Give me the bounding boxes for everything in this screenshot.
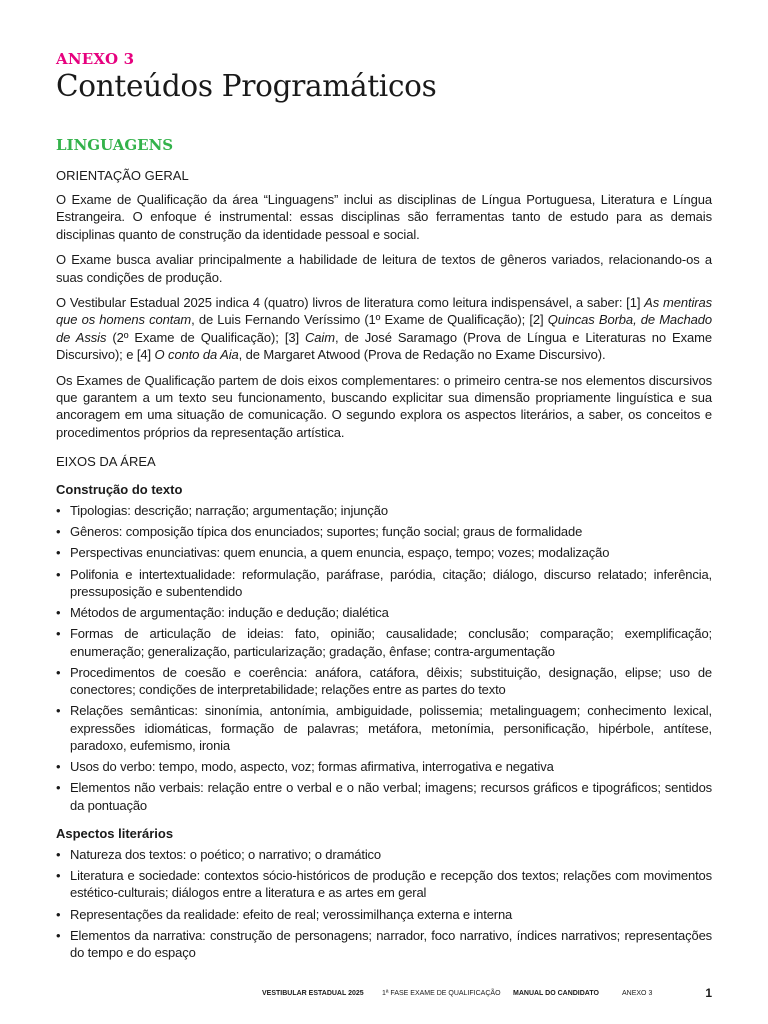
bullet-icon: • bbox=[56, 545, 61, 561]
book-title: As mentiras que os homens contam bbox=[56, 295, 713, 328]
page-number: 1 bbox=[705, 986, 712, 1000]
text-run: (2º Exame de Qualificação); [3] bbox=[106, 329, 305, 345]
list-item bbox=[56, 544, 712, 561]
list-item bbox=[56, 664, 712, 699]
list-item-text: Representações da realidade: efeito de real; verossimilhança externa e interna bbox=[70, 906, 513, 922]
list-item bbox=[56, 927, 712, 962]
paragraph: O Exame de Qualificação da área “Linguagens” inclui as disciplinas de Língua Portuguesa, Literatura e Língua Estrangeira. O enfoque é instrumental: essas disciplinas são ferramentas tanto de estudo para as demais disciplinas quanto de construção da identidade pessoal e social. bbox=[56, 192, 712, 242]
bullet-icon: • bbox=[56, 868, 61, 884]
bullet-icon: • bbox=[56, 780, 61, 796]
paragraph-books bbox=[56, 294, 712, 364]
bullet-icon: • bbox=[56, 626, 61, 642]
bullet-icon: • bbox=[56, 566, 61, 582]
literary-heading: Aspectos literários bbox=[56, 825, 174, 841]
page-footer bbox=[262, 986, 712, 1002]
bullet-icon: • bbox=[56, 703, 61, 719]
annex-label: ANEXO 3 bbox=[56, 50, 135, 68]
bullet-icon: • bbox=[56, 846, 61, 862]
text-run: O Vestibular Estadual 2025 indica 4 (quatro) livros de literatura como leitura indispensável, a saber: [1] bbox=[56, 295, 645, 311]
list-item bbox=[56, 502, 712, 519]
list-item-text: Métodos de argumentação: indução e dedução; dialética bbox=[70, 605, 389, 621]
bullet-icon: • bbox=[56, 927, 61, 943]
list-item-text: Elementos não verbais: relação entre o verbal e o não verbal; imagens; recursos gráficos e tipográficos; sentidos da pontuação bbox=[70, 780, 712, 813]
construction-list bbox=[56, 502, 712, 814]
literary-list bbox=[56, 846, 712, 962]
text-run: , de Luis Fernando Veríssimo (1º Exame de Qualificação); [2] bbox=[191, 312, 548, 328]
list-item bbox=[56, 758, 712, 775]
bullet-icon: • bbox=[56, 605, 61, 621]
footer-phase: 1ª FASE EXAME DE QUALIFICAÇÃO bbox=[382, 990, 501, 997]
bullet-icon: • bbox=[56, 664, 61, 680]
paragraph: Os Exames de Qualificação partem de dois eixos complementares: o primeiro centra-se nos elementos discursivos que garantem a um texto seu funcionamento, buscando explicitar sua dimensão propriamente linguística e sua ancoragem em uma situação de comunicação. O segundo explora os aspectos literários, a saber, os conceitos e procedimentos próprios da representação artística. bbox=[56, 372, 712, 440]
bullet-icon: • bbox=[56, 503, 61, 519]
construction-heading: Construção do texto bbox=[56, 482, 183, 498]
list-item-text: Natureza dos textos: o poético; o narrativo; o dramático bbox=[70, 846, 381, 862]
footer-exam: VESTIBULAR ESTADUAL 2025 bbox=[262, 990, 364, 997]
list-item-text: Literatura e sociedade: contextos sócio-históricos de produção e recepção dos textos; relações com movimentos estético-culturais; diálogos entre a literatura e as artes em geral bbox=[70, 868, 712, 901]
text-run: , de Margaret Atwood (Prova de Redação no Exame Discursivo). bbox=[238, 347, 606, 363]
area-title: LINGUAGENS bbox=[56, 136, 174, 154]
list-item-text: Polifonia e intertextualidade: reformulação, paráfrase, paródia, citação; diálogo, discurso relatado; inferência, pressuposição e subentendido bbox=[70, 566, 712, 599]
footer-manual: MANUAL DO CANDIDATO bbox=[513, 990, 599, 997]
list-item-text: Relações semânticas: sinonímia, antonímia, ambiguidade, polissemia; metalinguagem; conhecimento lexical, expressões idiomáticas, formação de palavras; metáfora, metonímia, personificação, hipérbole, antítese, paradoxo, eufemismo, ironia bbox=[70, 703, 712, 753]
list-item bbox=[56, 566, 712, 601]
document-page bbox=[56, 50, 712, 965]
paragraph: O Exame busca avaliar principalmente a habilidade de leitura de textos de gêneros variados, relacionando-os a suas condições de produção. bbox=[56, 252, 712, 285]
list-item bbox=[56, 523, 712, 540]
page-title: Conteúdos Programáticos bbox=[56, 69, 437, 103]
list-item bbox=[56, 867, 712, 902]
list-item-text: Gêneros: composição típica dos enunciados; suportes; função social; graus de formalidade bbox=[70, 524, 583, 540]
book-title: O conto da Aia bbox=[154, 347, 239, 363]
bullet-icon: • bbox=[56, 524, 61, 540]
bullet-icon: • bbox=[56, 759, 61, 775]
list-item bbox=[56, 906, 712, 923]
list-item-text: Elementos da narrativa: construção de personagens; narrador, foco narrativo, índices narrativos; representações do tempo e do espaço bbox=[70, 927, 712, 961]
footer-annex: ANEXO 3 bbox=[622, 990, 653, 997]
book-title: Caim bbox=[305, 329, 335, 345]
list-item bbox=[56, 702, 712, 754]
list-item-text: Perspectivas enunciativas: quem enuncia, a quem enuncia, espaço, tempo; vozes; modalização bbox=[70, 545, 610, 561]
list-item bbox=[56, 779, 712, 814]
bullet-icon: • bbox=[56, 906, 61, 922]
orientation-heading: ORIENTAÇÃO GERAL bbox=[56, 168, 189, 183]
list-item-text: Usos do verbo: tempo, modo, aspecto, voz; formas afirmativa, interrogativa e negativa bbox=[70, 759, 554, 775]
list-item-text: Formas de articulação de ideias: fato, opinião; causalidade; conclusão; comparação; exemplificação; enumeração; generalização, particularização; gradação, ênfase; contra-argumentação bbox=[70, 626, 712, 659]
list-item bbox=[56, 625, 712, 660]
text-run: , de José Saramago (Prova de Língua e Literaturas no Exame Discursivo); e [4] bbox=[56, 329, 712, 363]
axes-heading: EIXOS DA ÁREA bbox=[56, 454, 156, 470]
list-item bbox=[56, 604, 712, 621]
list-item-text: Procedimentos de coesão e coerência: anáfora, catáfora, dêixis; substituição, designação, elipse; uso de conectores; condições de interpretabilidade; relações entre as partes do texto bbox=[70, 664, 712, 698]
book-title: Quincas Borba, de Machado de Assis bbox=[56, 312, 712, 345]
list-item bbox=[56, 846, 712, 863]
list-item-text: Tipologias: descrição; narração; argumentação; injunção bbox=[70, 503, 388, 519]
